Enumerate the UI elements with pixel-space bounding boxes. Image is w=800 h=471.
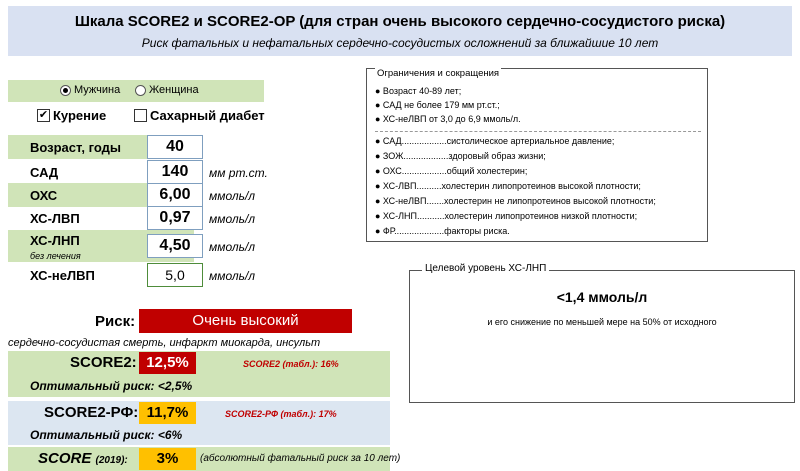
score2rf-table-note: SCORE2-РФ (табл.): 17% [225, 409, 337, 419]
ldl-row [8, 230, 256, 262]
risk-factor-checkboxes [8, 105, 264, 127]
ldl-input[interactable]: 4,50 [147, 234, 203, 258]
risk-category-badge: Очень высокий [139, 309, 352, 333]
tc-unit: ммоль/л [209, 189, 256, 203]
male-radio[interactable] [60, 85, 71, 96]
limitation-item: ● Возраст 40-89 лет; [375, 86, 462, 96]
abbreviation-item: ● ОХС..................общий холестерин; [375, 166, 528, 176]
ldl-label: ХС-ЛНП [30, 233, 80, 248]
abbreviation-item: ● САД..................систолическое артериальное давление; [375, 136, 615, 146]
abbreviation-item: ● ЗОЖ..................здоровый образ жизни; [375, 151, 546, 161]
female-radio[interactable] [135, 85, 146, 96]
tc-label: ОХС [30, 188, 58, 203]
score-note: (абсолютный фатальный риск за 10 лет) [200, 453, 401, 464]
limitations-divider [375, 131, 701, 132]
abbreviation-item: ● ХС-неЛВП.......холестерин не липопротеинов высокой плотности; [375, 196, 656, 206]
ldl-unit: ммоль/л [209, 240, 256, 254]
nonhdl-unit: ммоль/л [209, 269, 256, 283]
score-label [38, 450, 128, 467]
score2rf-optimal: Оптимальный риск: <6% [30, 428, 183, 442]
header-banner [8, 6, 792, 56]
sbp-unit: мм рт.ст. [209, 166, 268, 180]
score-band [8, 447, 401, 471]
hdl-row [8, 206, 256, 230]
sbp-label: САД [30, 165, 59, 180]
female-label[interactable]: Женщина [149, 84, 199, 96]
male-label[interactable]: Мужчина [74, 84, 121, 96]
check-mark-icon: ✔ [38, 109, 49, 121]
nonhdl-value: 5,0 [147, 263, 203, 287]
limitations-title: Ограничения и сокращения [377, 68, 500, 79]
page-title: Шкала SCORE2 и SCORE2-OP (для стран очень высокого сердечно-сосудистого риска) [74, 13, 726, 30]
score2-label: SCORE2: [70, 354, 137, 371]
tc-row [8, 183, 256, 207]
risk-label: Риск: [95, 313, 136, 330]
score-label-text: SCORE [38, 450, 92, 467]
score2rf-label: SCORE2-РФ: [44, 404, 139, 421]
score2rf-value: 11,7% [139, 402, 196, 424]
age-label: Возраст, годы [30, 140, 121, 155]
score-value: 3% [139, 448, 196, 470]
score2rf-optimal-band [8, 425, 390, 445]
page-subtitle: Риск фатальных и нефатальных сердечно-сосудистых осложнений за ближайшие 10 лет [141, 36, 659, 50]
age-input[interactable]: 40 [147, 135, 203, 159]
hdl-label: ХС-ЛВП [30, 211, 80, 226]
smoking-checkbox[interactable] [37, 109, 50, 122]
abbreviation-item: ● ХС-ЛВП..........холестерин липопротеинов высокой плотности; [375, 181, 641, 191]
score-year: (2019): [95, 455, 128, 466]
radio-selected-dot [63, 88, 68, 93]
limitations-panel [366, 68, 708, 242]
score2-optimal-band [8, 375, 390, 397]
target-ldl-title: Целевой уровень ХС-ЛНП [422, 263, 549, 274]
limitation-item: ● ХС-неЛВП от 3,0 до 6,9 ммоль/л. [375, 114, 521, 124]
age-row [8, 135, 194, 159]
sbp-row [8, 160, 268, 184]
abbreviation-item: ● ХС-ЛНП...........холестерин липопротеинов низкой плотности; [375, 211, 638, 221]
sbp-input[interactable]: 140 [147, 160, 203, 184]
ldl-sublabel: без лечения [30, 251, 81, 261]
diabetes-checkbox[interactable] [134, 109, 147, 122]
target-ldl-value: <1,4 ммоль/л [556, 289, 648, 305]
risk-description: сердечно-сосудистая смерть, инфаркт миокарда, инсульт [8, 337, 321, 349]
hdl-unit: ммоль/л [209, 212, 256, 226]
score2-value: 12,5% [139, 352, 196, 374]
target-ldl-note: и его снижение по меньшей мере на 50% от исходного [487, 317, 717, 327]
hdl-input[interactable]: 0,97 [147, 206, 203, 230]
abbreviation-item: ● ФР....................факторы риска. [375, 226, 510, 236]
nonhdl-label: ХС-неЛВП [30, 268, 95, 283]
smoking-label[interactable]: Курение [53, 108, 107, 123]
limitation-item: ● САД не более 179 мм рт.ст.; [375, 100, 500, 110]
tc-input[interactable]: 6,00 [147, 183, 203, 207]
nonhdl-row [8, 263, 256, 287]
diabetes-label[interactable]: Сахарный диабет [150, 108, 265, 123]
score2rf-band [8, 401, 390, 425]
target-ldl-panel [409, 263, 795, 403]
score2-band [8, 351, 390, 375]
score2-table-note: SCORE2 (табл.): 16% [243, 359, 339, 369]
score2-optimal: Оптимальный риск: <2,5% [30, 379, 193, 393]
gender-selector [8, 80, 264, 102]
